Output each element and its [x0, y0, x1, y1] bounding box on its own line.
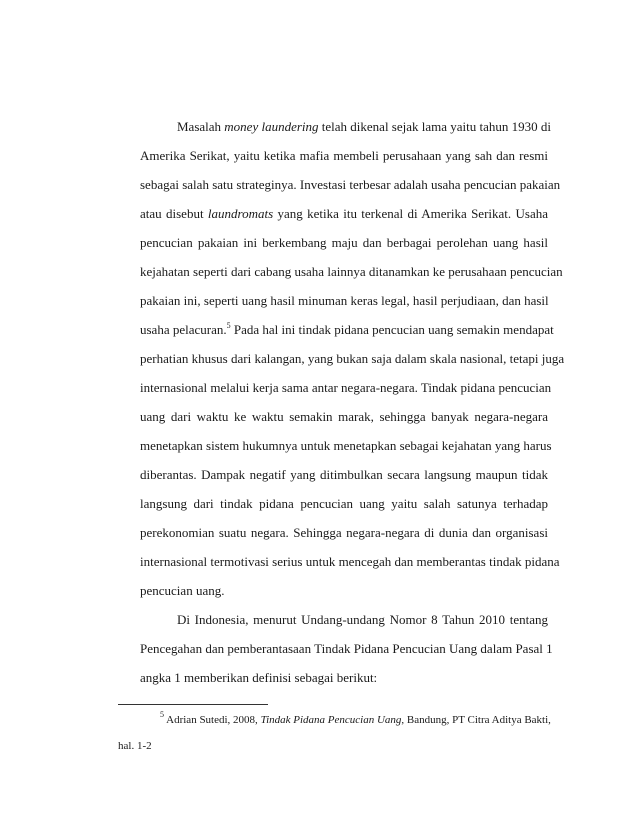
- paragraph-1-line-12: menetapkan sistem hukumnya untuk menetapkan sebagai kejahatan yang harus: [140, 438, 552, 453]
- footnote-5: $^5$ Adrian Sutedi, 2008, Tindak Pidana Pencucian Uang, Bandung, PT Citra Aditya Bakti,: [160, 710, 551, 726]
- footnote-book-title: Tindak Pidana Pencucian Uang: [260, 714, 402, 726]
- paragraph-2-line-3: angka 1 memberikan definisi sebagai berikut:: [140, 670, 378, 685]
- paragraph-1-line-16: internasional termotivasi serius untuk mencegah dan memberantas tindak pidana: [140, 554, 560, 569]
- footnote-reference-5[interactable]: 5: [226, 321, 231, 330]
- footnote-number: 5: [160, 710, 164, 719]
- paragraph-1-line-1: Masalah money laundering telah dikenal sejak lama yaitu tahun 1930 di: [177, 119, 552, 134]
- italic-term-money-laundering: money laundering: [224, 119, 319, 134]
- paragraph-1-line-7: pakaian ini, seperti uang hasil minuman keras legal, hasil perjudiaan, dan hasil: [140, 293, 549, 308]
- footnote-separator: [118, 704, 268, 705]
- paragraph-1-line-6: kejahatan seperti dari cabang usaha lainnya ditanamkan ke perusahaan pencucian: [140, 264, 563, 279]
- paragraph-1-line-11: uang dari waktu ke waktu semakin marak, sehingga banyak negara-negara: [140, 409, 548, 424]
- paragraph-1-line-9: perhatian khusus dari kalangan, yang bukan saja dalam skala nasional, tetapi juga: [140, 351, 565, 366]
- paragraph-1-line-2: Amerika Serikat, yaitu ketika mafia membeli perusahaan yang sah dan resmi: [140, 148, 548, 163]
- italic-term-laundromats: laundromats: [207, 206, 274, 221]
- paragraph-1-line-15: perekonomian suatu negara. Sehingga negara-negara di dunia dan organisasi: [140, 525, 548, 540]
- paragraph-1-line-3: sebagai salah satu strateginya. Investasi terbesar adalah usaha pencucian pakaian: [140, 177, 561, 192]
- paragraph-1-line-10: internasional melalui kerja sama antar negara-negara. Tindak pidana pencucian: [140, 380, 552, 395]
- paragraph-2-line-1: Di Indonesia, menurut Undang-undang Nomor 8 Tahun 2010 tentang: [177, 612, 548, 627]
- paragraph-1-line-4: atau disebut laundromats yang ketika itu terkenal di Amerika Serikat. Usaha: [140, 206, 548, 221]
- paragraph-1-line-5: pencucian pakaian ini berkembang maju dan berbagai perolehan uang hasil: [140, 235, 548, 250]
- paragraph-1-line-17: pencucian uang.: [140, 583, 225, 598]
- footnote-5-continuation: hal. 1-2: [118, 740, 152, 752]
- paragraph-2-line-2: Pencegahan dan pemberantasaan Tindak Pidana Pencucian Uang dalam Pasal 1: [140, 641, 553, 656]
- paragraph-1-line-13: diberantas. Dampak negatif yang ditimbulkan secara langsung maupun tidak: [140, 467, 548, 482]
- paragraph-1-line-14: langsung dari tindak pidana pencucian uang yaitu salah satunya terhadap: [140, 496, 548, 511]
- paragraph-1-line-8: usaha pelacuran.$^5$ Pada hal ini tindak pidana pencucian uang semakin mendapat: [140, 321, 554, 337]
